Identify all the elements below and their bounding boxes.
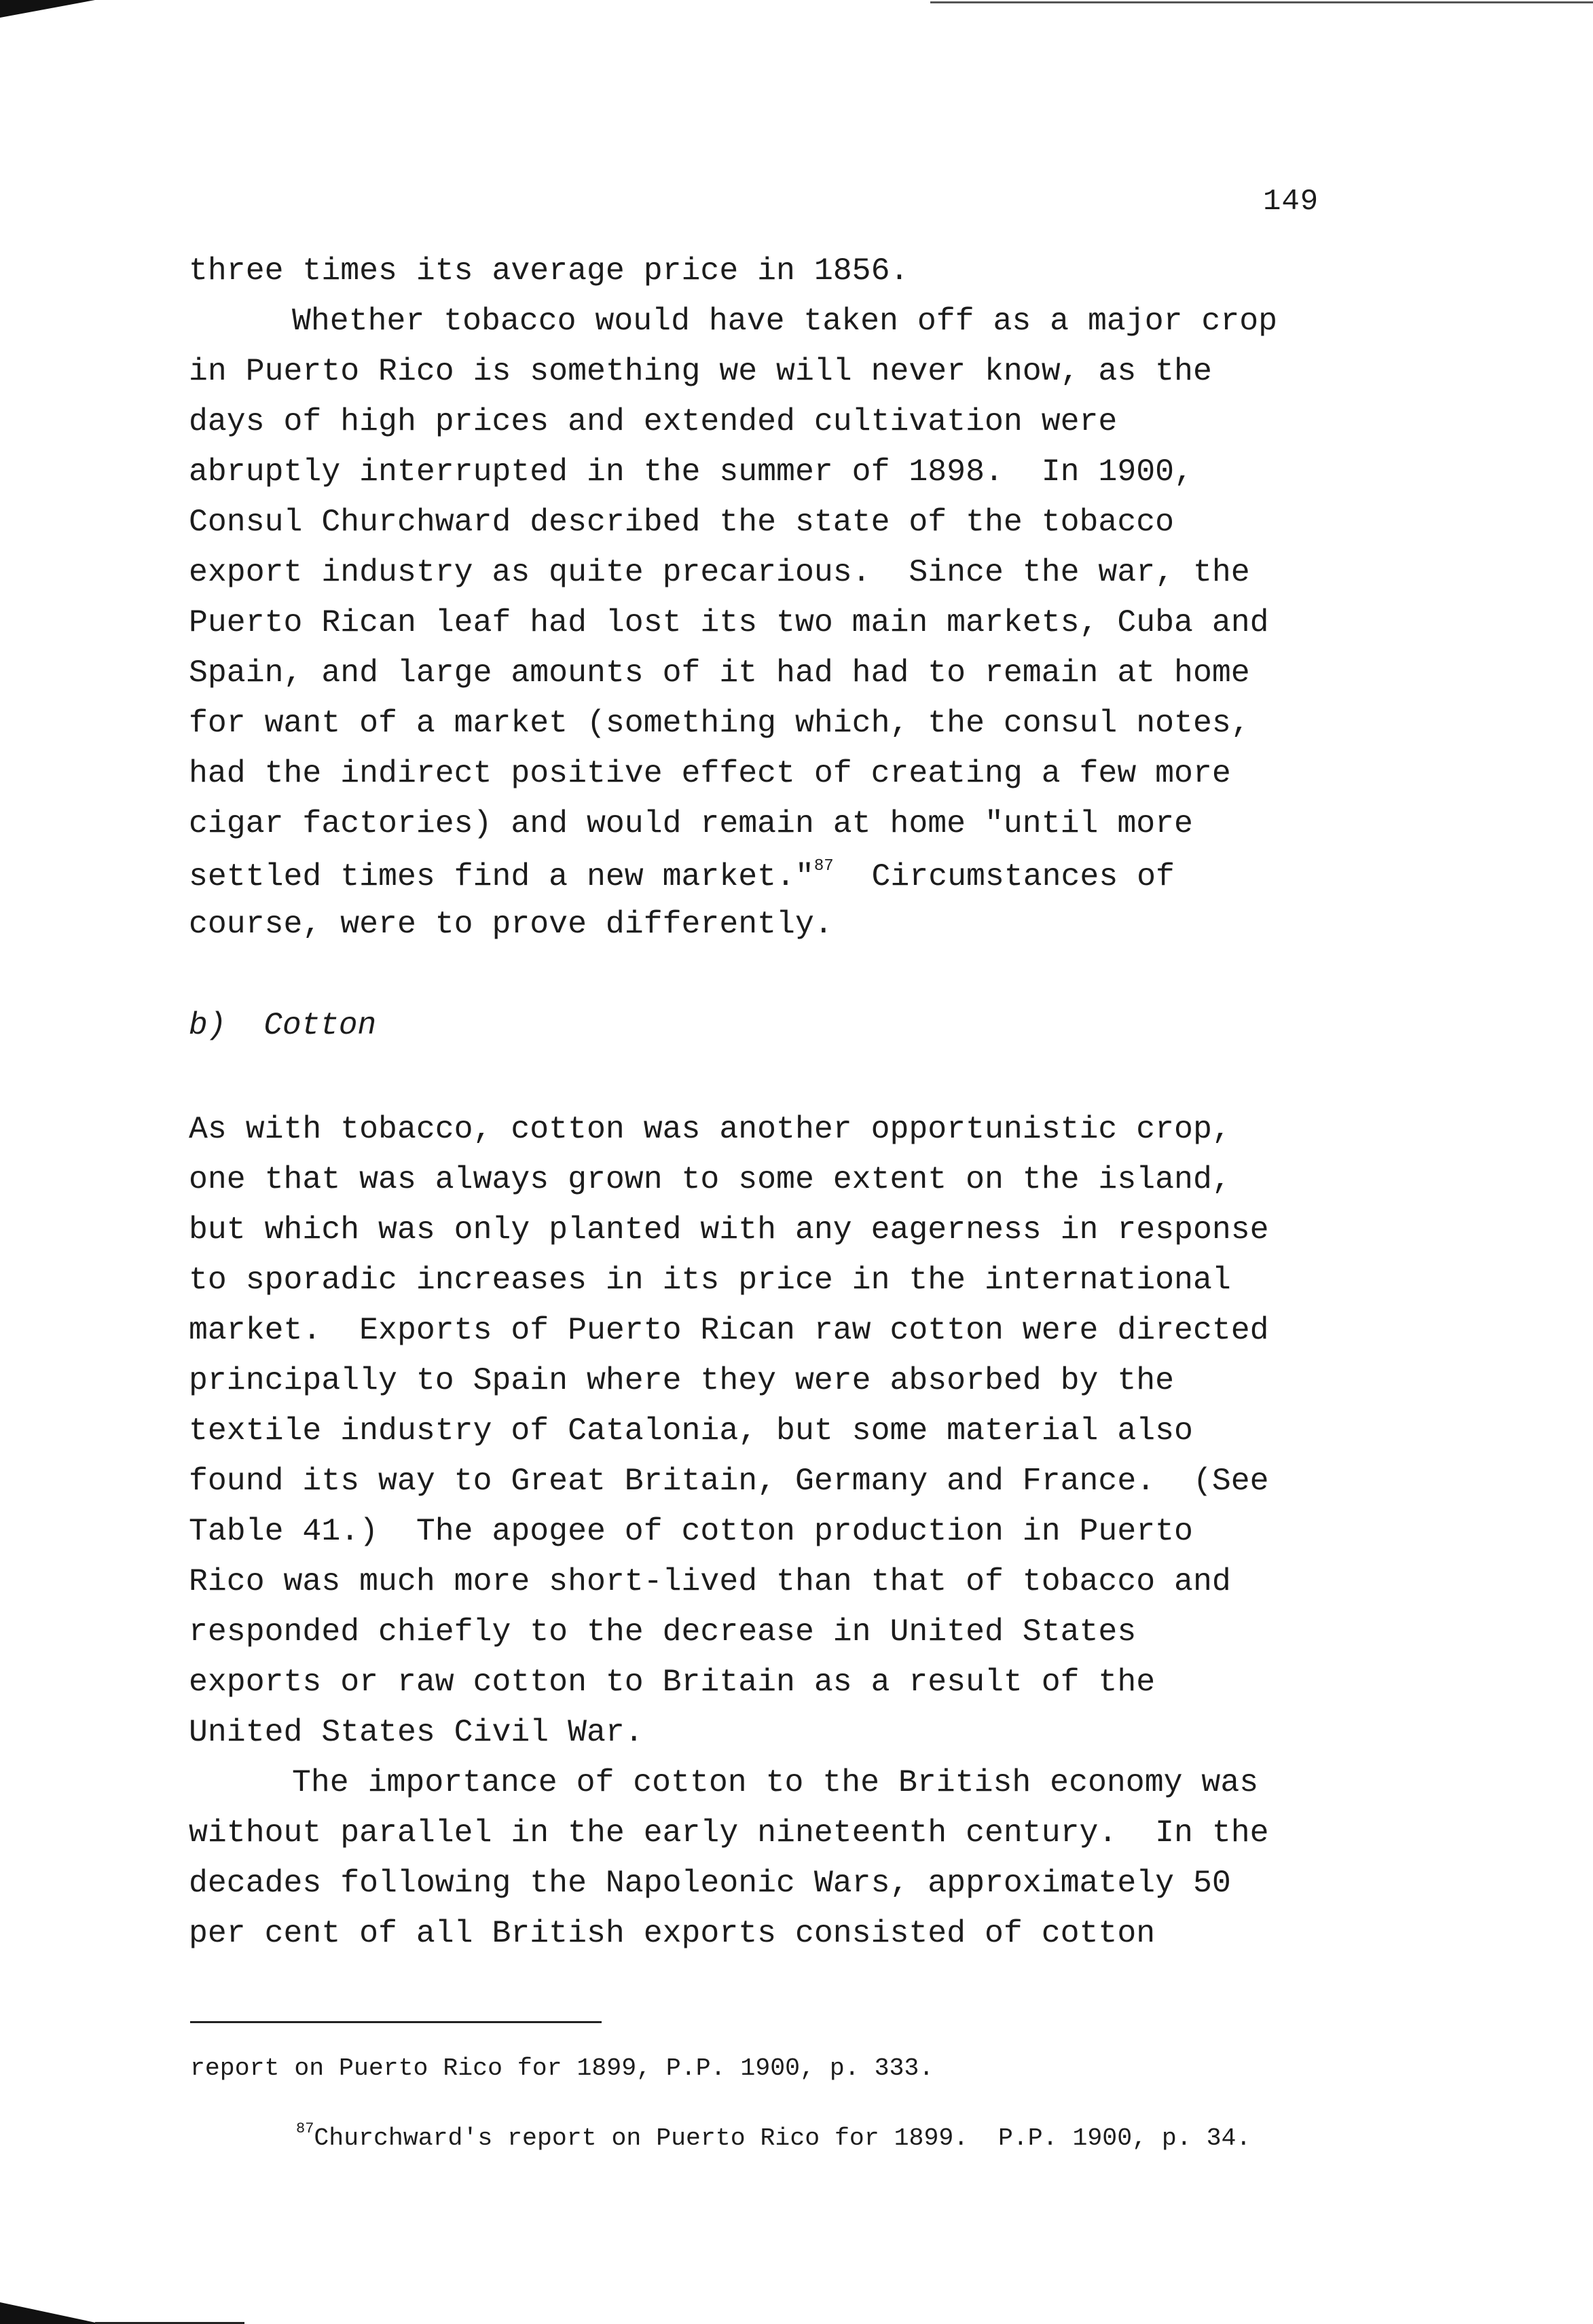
body-line: had the indirect positive effect of creating a few more [189,755,1231,791]
body-line: export industry as quite precarious. Since the war, the [189,554,1250,590]
body-line: decades following the Napoleonic Wars, approximately 50 [189,1865,1231,1901]
body-line: one that was always grown to some extent on the island, [189,1161,1231,1197]
body-text: Circumstances of [833,858,1175,894]
body-line: but which was only planted with any eagerness in response [189,1212,1269,1248]
body-line: responded chiefly to the decrease in United States [189,1614,1137,1650]
body-line: Table 41.) The apogee of cotton production in Puerto [189,1513,1193,1549]
footnote-marker-87: 87 [296,2120,314,2137]
footnote-87 [296,2122,1251,2151]
footnote-text: Churchward's report on Puerto Rico for 1899. P.P. 1900, p. 34. [314,2124,1251,2152]
body-line: United States Civil War. [189,1714,644,1750]
body-line: textile industry of Catalonia, but some material also [189,1413,1193,1449]
footnote-continued: report on Puerto Rico for 1899, P.P. 1900, p. 333. [190,2054,934,2082]
body-line: market. Exports of Puerto Rican raw cotton were directed [189,1312,1269,1348]
body-line: for want of a market (something which, the consul notes, [189,705,1250,741]
body-line: in Puerto Rico is something we will never know, as the [189,353,1212,389]
top-edge-rule [930,1,1593,3]
scan-corner-mark-bottom [0,2302,244,2324]
body-line: principally to Spain where they were absorbed by the [189,1362,1175,1398]
body-line: three times its average price in 1856. [189,253,909,289]
body-line: per cent of all British exports consisted of cotton [189,1915,1156,1951]
scan-corner-mark-top [0,0,95,18]
footnote-reference-87: 87 [813,857,834,875]
page-number: 149 [1263,185,1319,219]
body-line: Whether tobacco would have taken off as a major crop [292,303,1278,339]
body-line: without parallel in the early nineteenth century. In the [189,1815,1269,1851]
section-heading: b) Cotton [189,1008,377,1043]
footnote-separator [190,2021,602,2023]
body-line-with-footnote-ref [189,858,1175,893]
body-line: days of high prices and extended cultivation were [189,403,1118,439]
body-line: Puerto Rican leaf had lost its two main markets, Cuba and [189,604,1269,640]
body-line: found its way to Great Britain, Germany and France. (See [189,1463,1269,1499]
body-line: As with tobacco, cotton was another opportunistic crop, [189,1111,1231,1147]
body-line: cigar factories) and would remain at home "until more [189,805,1193,841]
body-line: Rico was much more short-lived than that of tobacco and [189,1563,1231,1599]
body-line: to sporadic increases in its price in the international [189,1262,1231,1298]
body-text: settled times find a new market." [189,858,814,894]
body-line: Spain, and large amounts of it had had to remain at home [189,655,1250,691]
body-line: Consul Churchward described the state of the tobacco [189,504,1175,540]
body-line: The importance of cotton to the British economy was [292,1764,1259,1800]
body-line: course, were to prove differently. [189,906,833,942]
body-line: abruptly interrupted in the summer of 1898. In 1900, [189,454,1193,490]
body-line: exports or raw cotton to Britain as a result of the [189,1664,1156,1700]
